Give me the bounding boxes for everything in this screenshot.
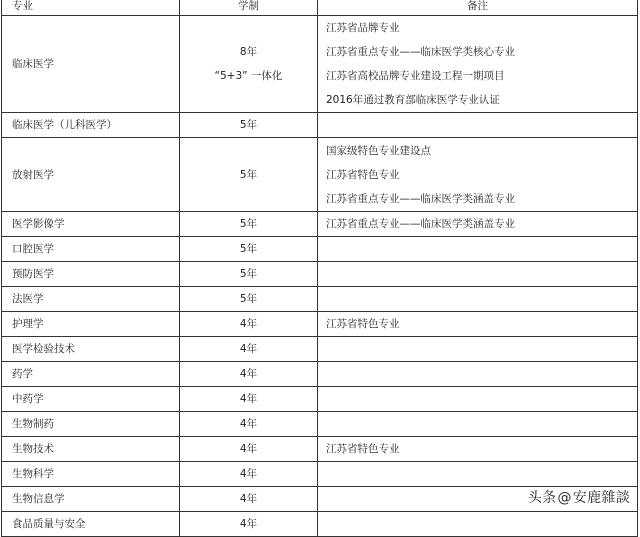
note-line: 国家级特色专业建设点 <box>326 144 431 157</box>
major-cell: 医学检验技术 <box>2 337 180 362</box>
notes-cell <box>318 437 638 462</box>
notes-cell <box>318 387 638 412</box>
years-line: 5年 <box>239 218 258 230</box>
years-cell <box>180 437 318 462</box>
note-line: 2016年通过教育部临床医学专业认证 <box>326 94 500 106</box>
table-row <box>2 237 638 262</box>
table-row <box>2 512 638 537</box>
years-line: 4年 <box>239 443 258 455</box>
years-line: 4年 <box>239 468 258 480</box>
table-row <box>2 337 638 362</box>
major-cell: 中药学 <box>2 387 180 412</box>
years-cell <box>180 287 318 312</box>
major-cell: 生物科学 <box>2 462 180 487</box>
table-row <box>2 287 638 312</box>
years-cell <box>180 113 318 138</box>
notes-cell <box>318 113 638 138</box>
note-line: 江苏省特色专业 <box>326 443 400 455</box>
table-row <box>2 462 638 487</box>
major-cell: 临床医学 <box>2 16 180 113</box>
table-body <box>2 16 638 537</box>
watermark <box>528 487 630 507</box>
notes-cell <box>318 362 638 387</box>
major-cell: 护理学 <box>2 312 180 337</box>
years-cell <box>180 462 318 487</box>
years-line: 4年 <box>239 518 258 530</box>
years-cell <box>180 337 318 362</box>
table-row <box>2 387 638 412</box>
table-row <box>2 138 638 212</box>
major-cell: 放射医学 <box>2 138 180 212</box>
majors-table <box>1 0 638 537</box>
notes-cell <box>318 462 638 487</box>
header-notes: 备注 <box>318 0 638 16</box>
years-line: 4年 <box>239 418 258 430</box>
major-cell: 生物信息学 <box>2 487 180 512</box>
watermark-at: @ <box>557 490 572 506</box>
years-cell <box>180 387 318 412</box>
years-line: 5年 <box>239 119 258 131</box>
table-row <box>2 113 638 138</box>
notes-cell <box>318 412 638 437</box>
table-row <box>2 362 638 387</box>
header-major: 专业 <box>2 0 180 16</box>
years-cell <box>180 312 318 337</box>
years-line: 4年 <box>239 318 258 330</box>
years-cell <box>180 412 318 437</box>
years-cell <box>180 262 318 287</box>
notes-cell <box>318 212 638 237</box>
watermark-name: 安鹿雜談 <box>572 490 630 506</box>
table-row <box>2 312 638 337</box>
table-row <box>2 212 638 237</box>
years-line: 5年 <box>239 168 258 181</box>
table-row <box>2 262 638 287</box>
watermark-prefix: 头条 <box>527 490 557 506</box>
note-line: 江苏省高校品牌专业建设工程一期项目 <box>326 70 505 82</box>
major-cell: 医学影像学 <box>2 212 180 237</box>
table-row <box>2 437 638 462</box>
major-cell: 预防医学 <box>2 262 180 287</box>
note-line: 江苏省特色专业 <box>326 318 400 330</box>
table-row <box>2 412 638 437</box>
header-row <box>2 0 638 16</box>
note-line: 江苏省特色专业 <box>326 168 400 181</box>
notes-cell <box>318 287 638 312</box>
years-cell <box>180 487 318 512</box>
notes-cell <box>318 312 638 337</box>
major-cell: 生物制药 <box>2 412 180 437</box>
major-cell: 口腔医学 <box>2 237 180 262</box>
years-line: 4年 <box>239 343 258 355</box>
major-cell: 生物技术 <box>2 437 180 462</box>
years-cell <box>180 138 318 212</box>
years-line: “5+3” 一体化 <box>214 70 283 82</box>
notes-cell <box>318 138 638 212</box>
note-line: 江苏省重点专业——临床医学类核心专业 <box>326 46 515 58</box>
note-line: 江苏省重点专业——临床医学类涵盖专业 <box>326 218 515 230</box>
major-cell: 食品质量与安全 <box>2 512 180 537</box>
notes-cell <box>318 512 638 537</box>
years-line: 4年 <box>239 393 258 405</box>
table-row <box>2 16 638 113</box>
major-cell: 临床医学（儿科医学） <box>2 113 180 138</box>
years-line: 8年 <box>239 46 258 58</box>
years-line: 5年 <box>239 243 258 255</box>
notes-cell <box>318 262 638 287</box>
years-cell <box>180 362 318 387</box>
years-line: 5年 <box>239 268 258 280</box>
years-cell <box>180 237 318 262</box>
notes-cell <box>318 237 638 262</box>
years-cell <box>180 512 318 537</box>
major-cell: 药学 <box>2 362 180 387</box>
header-years: 学制 <box>180 0 318 16</box>
notes-cell <box>318 16 638 113</box>
years-cell <box>180 212 318 237</box>
note-line: 江苏省品牌专业 <box>326 22 400 34</box>
note-line: 江苏省重点专业——临床医学类涵盖专业 <box>326 192 515 205</box>
major-cell: 法医学 <box>2 287 180 312</box>
years-line: 4年 <box>239 493 258 505</box>
notes-cell <box>318 337 638 362</box>
years-cell <box>180 16 318 113</box>
years-line: 4年 <box>239 368 258 380</box>
years-line: 5年 <box>239 293 258 305</box>
